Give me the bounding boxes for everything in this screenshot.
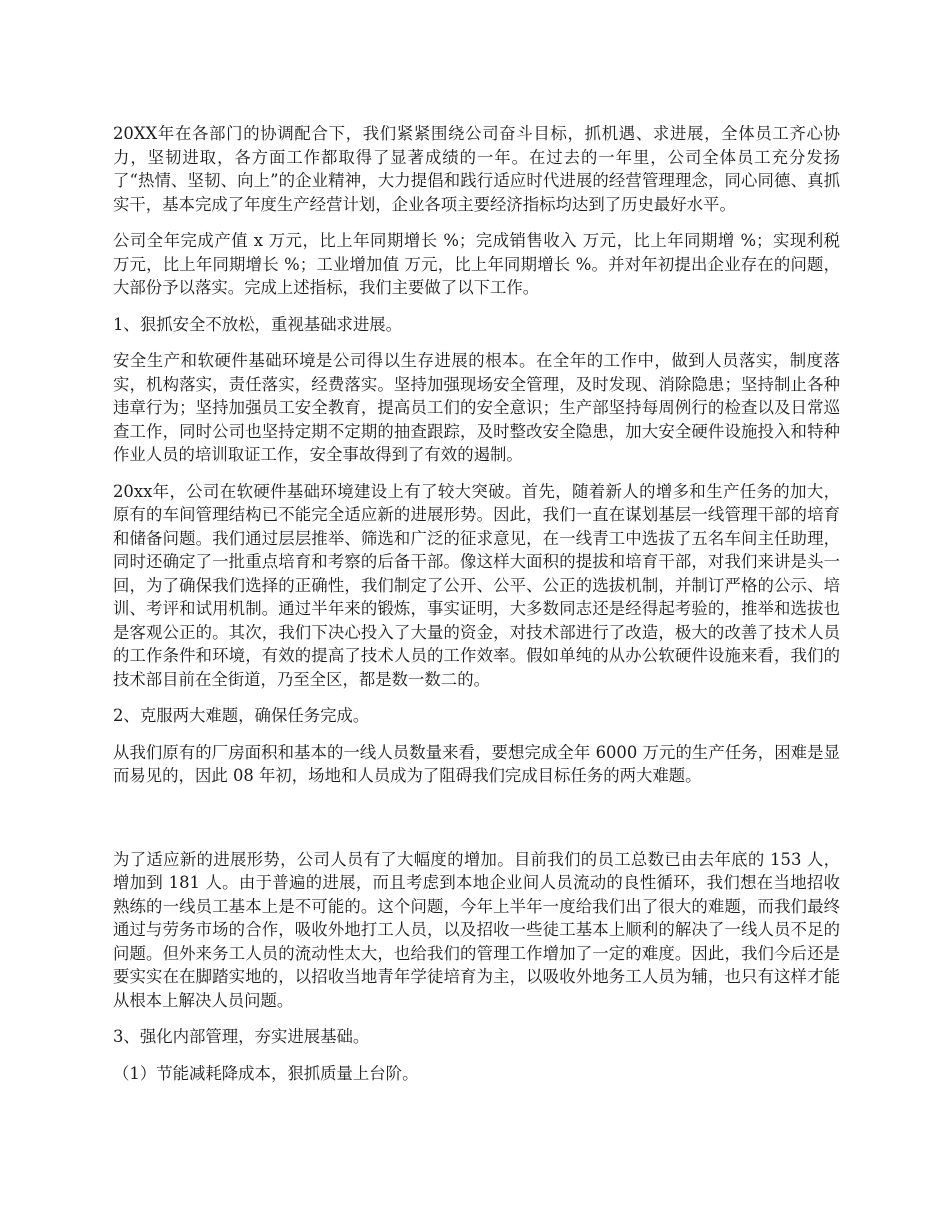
section-heading-2: 2、克服两大难题，确保任务完成。 bbox=[113, 706, 370, 725]
intro-paragraph: 20XX年在各部门的协调配合下，我们紧紧围绕公司奋斗目标，抓机遇、求进展，全体员工齐心协力，坚韧进取，各方面工作都取得了显著成绩的一年。在过去的一年里，公司全体员工充分发扬了“热情、坚韧、向上”的企业精神，大力提倡和践行适应时代进展的经营管理理念，同心同德、真抓实干，基本完成了年度生产经营计划，企业各项主要经济指标均达到了历史最好水平。 bbox=[113, 124, 840, 214]
section-heading-3: 3、强化内部管理，夯实进展基础。 bbox=[113, 1027, 370, 1046]
document-body bbox=[113, 122, 840, 1098]
performance-paragraph: 公司全年完成产值 x 万元，比上年同期增长 %；完成销售收入 万元，比上年同期增 %；实现利税 万元，比上年同期增长 %；工业增加值 万元，比上年同期增长 %。并对年初提出企业存在的问题，大部份予以落实。完成上述指标，我们主要做了以下工作。 bbox=[113, 231, 840, 297]
staffing-paragraph: 为了适应新的进展形势，公司人员有了大幅度的增加。目前我们的员工总数已由去年底的 153 人，增加到 181 人。由于普遍的进展，而且考虑到本地企业间人员流动的良性循环，我们想在当地招收熟练的一线员工基本上是不可能的。这个问题，今年上半年一度给我们出了很大的难题，而我们最终通过与劳务市场的合作，吸收外地打工人员，以及招收一些徒工基本上顺利的解决了一线人员不足的问题。但外来务工人员的流动性太大，也给我们的管理工作增加了一定的难度。因此，我们今后还是要实实在在脚踏实地的，以招收当地青年学徒培育为主，以吸收外地务工人员为辅，也只有这样才能从根本上解决人员问题。 bbox=[113, 849, 840, 1010]
subsection-heading-1: （1）节能减耗降成本，狠抓质量上台阶。 bbox=[113, 1063, 419, 1083]
section-heading-1: 1、狠抓安全不放松，重视基础求进展。 bbox=[113, 314, 403, 334]
difficulty-paragraph: 从我们原有的厂房面积和基本的一线人员数量来看，要想完成全年 6000 万元的生产任务，困难是显而易见的，因此 08 年初，场地和人员成为了阻碍我们完成目标任务的两大难题。 bbox=[113, 742, 840, 785]
infrastructure-paragraph: 20xx年，公司在软硬件基础环境建设上有了较大突破。首先，随着新人的增多和生产任务的加大，原有的车间管理结构已不能完全适应新的进展形势。因此，我们一直在谋划基层一线管理干部的培育和储备问题。我们通过层层推举、筛选和广泛的征求意见，在一线青工中选拔了五名车间主任助理，同时还确定了一批重点培育和考察的后备干部。像这样大面积的提拔和培育干部，对我们来讲是头一回，为了确保我们选择的正确性，我们制定了公开、公平、公正的选拔机制，并制订严格的公示、培训、考评和试用机制。通过半年来的锻炼，事实证明，大多数同志还是经得起考验的，推举和选拔也是客观公正的。其次，我们下决心投入了大量的资金，对技术部进行了改造，极大的改善了技术人员的工作条件和环境，有效的提高了技术人员的工作效率。假如单纯的从办公软硬件设施来看，我们的技术部目前在全街道，乃至全区，都是数一数二的。 bbox=[113, 481, 840, 689]
safety-paragraph: 安全生产和软硬件基础环境是公司得以生存进展的根本。在全年的工作中，做到人员落实，制度落实，机构落实，责任落实，经费落实。坚持加强现场安全管理，及时发现、消除隐患；坚持制止各种违章行为；坚持加强员工安全教育，提高员工们的安全意识；生产部坚持每周例行的检查以及日常巡查工作，同时公司也坚持定期不定期的抽查跟踪，及时整改安全隐患，加大安全硬件设施投入和特种作业人员的培训取证工作，安全事故得到了有效的遏制。 bbox=[113, 351, 840, 464]
